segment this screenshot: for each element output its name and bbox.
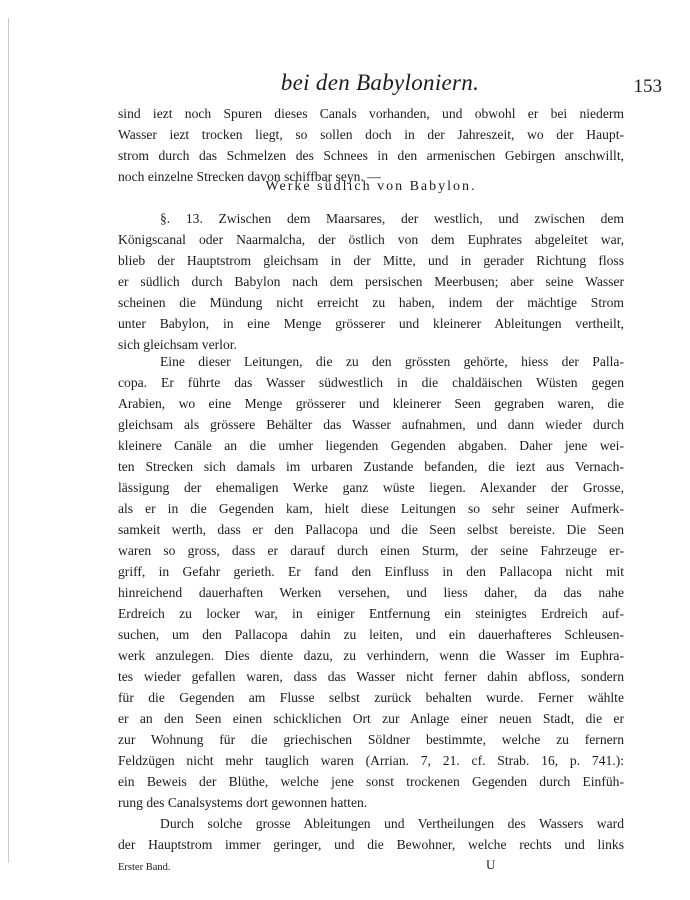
- text-line: ten Strecken sich damals im urbaren Zustande befanden, die iezt aus Vernach-: [118, 459, 624, 474]
- text-line: für die Gegenden am Flusse selbst zurück behalten wurde. Ferner wählte: [118, 690, 624, 705]
- text-line: tes wieder gefallen waren, dass das Wasser nicht ferner dahin abfloss, sondern: [118, 669, 624, 684]
- text-line: Königscanal oder Naarmalcha, der östlich von dem Euphrates abgeleitet war,: [118, 232, 624, 247]
- text-line: werk anzulegen. Dies diente dazu, zu verhindern, wenn die Wasser im Euphra-: [118, 648, 624, 663]
- text-line: Feldzügen nicht mehr tauglich waren (Arrian. 7, 21. cf. Strab. 16, p. 741.):: [118, 753, 624, 768]
- text-line: rung des Canalsystems dort gewonnen hatten.: [118, 795, 368, 810]
- page-edge-line: [8, 18, 9, 863]
- text-line: gleichsam als grössere Behälter das Wasser aufnahmen, und dann wieder durch: [118, 417, 624, 432]
- text-line: blieb der Hauptstrom gleichsam in der Mitte, und in gerader Richtung floss: [118, 253, 624, 268]
- text-line: suchen, um den Pallacopa dahin zu leiten, und ein dauerhafteres Schleusen-: [118, 627, 624, 642]
- text-line: als er in die Gegenden kam, hielt diese Leitungen so sehr seiner Aufmerk-: [118, 501, 624, 516]
- text-line: noch einzelne Strecken davon schiffbar seyn. —: [118, 169, 381, 184]
- text-line: sind iezt noch Spuren dieses Canals vorhanden, und obwohl er bei niederm: [118, 106, 624, 121]
- text-line: Wasser iezt trocken liegt, so sollen doch in der Jahreszeit, wo der Haupt-: [118, 127, 624, 142]
- signature-mark: U: [486, 857, 496, 872]
- text-line: strom durch das Schmelzen des Schnees in den armenischen Gebirgen anschwillt,: [118, 148, 624, 163]
- text-line: Arabien, wo eine Menge grösserer und kleinerer Seen gegraben waren, die: [118, 396, 624, 411]
- section-heading: Werke südlich von Babylon.: [265, 179, 477, 194]
- text-line: Durch solche grosse Ableitungen und Vertheilungen des Wassers ward: [160, 816, 624, 831]
- text-line: §. 13. Zwischen dem Maarsares, der westlich, und zwischen dem: [160, 211, 624, 226]
- text-line: zur Wohnung für die griechischen Söldner bestimmte, welche zu fernern: [118, 732, 624, 747]
- text-line: scheinen die Mündung nicht erreicht zu haben, indem der mächtige Strom: [118, 295, 624, 310]
- text-line: copa. Er führte das Wasser südwestlich in die chaldäischen Wüsten gegen: [118, 375, 624, 390]
- text-line: der Hauptstrom immer geringer, und die Bewohner, welche rechts und links: [118, 837, 624, 852]
- text-line: hinreichend dauerhaften Werken versehen, und liess daher, da das nahe: [118, 585, 624, 600]
- text-line: kleinere Canäle an die umher liegenden Gegenden abgaben. Daher jene wei-: [118, 438, 624, 453]
- text-line: er an den Seen einen schicklichen Ort zur Anlage einer neuen Stadt, die er: [118, 711, 624, 726]
- text-line: griff, in Gefahr gerieth. Er fand den Einfluss in den Pallacopa nicht mit: [118, 564, 624, 579]
- text-line: waren so gross, dass er darauf durch einen Sturm, der seine Fahrzeuge er-: [118, 543, 624, 558]
- text-line: unter Babylon, in eine Menge grösserer und kleinerer Ableitungen vertheilt,: [118, 316, 624, 331]
- text-line: sich gleichsam verlor.: [118, 337, 237, 352]
- page-number: 153: [633, 76, 662, 97]
- text-line: ein Beweis der Blüthe, welche jene sonst trockenen Gegenden durch Einfüh-: [118, 774, 624, 789]
- text-line: Eine dieser Leitungen, die zu den grössten gehörte, hiess der Palla-: [160, 354, 624, 369]
- text-line: er südlich durch Babylon nach dem persischen Meerbusen; aber seine Wasser: [118, 274, 624, 289]
- text-line: lässigung der ehemaligen Werke ganz wüste liegen. Alexander der Grosse,: [118, 480, 624, 495]
- running-header-title: bei den Babyloniern.: [280, 70, 480, 95]
- text-line: samkeit werth, dass er den Pallacopa und die Seen selbst bereiste. Die Seen: [118, 522, 624, 537]
- volume-note: Erster Band.: [118, 862, 171, 873]
- text-line: Erdreich zu locker war, in einiger Entfernung ein steinigtes Erdreich auf-: [118, 606, 624, 621]
